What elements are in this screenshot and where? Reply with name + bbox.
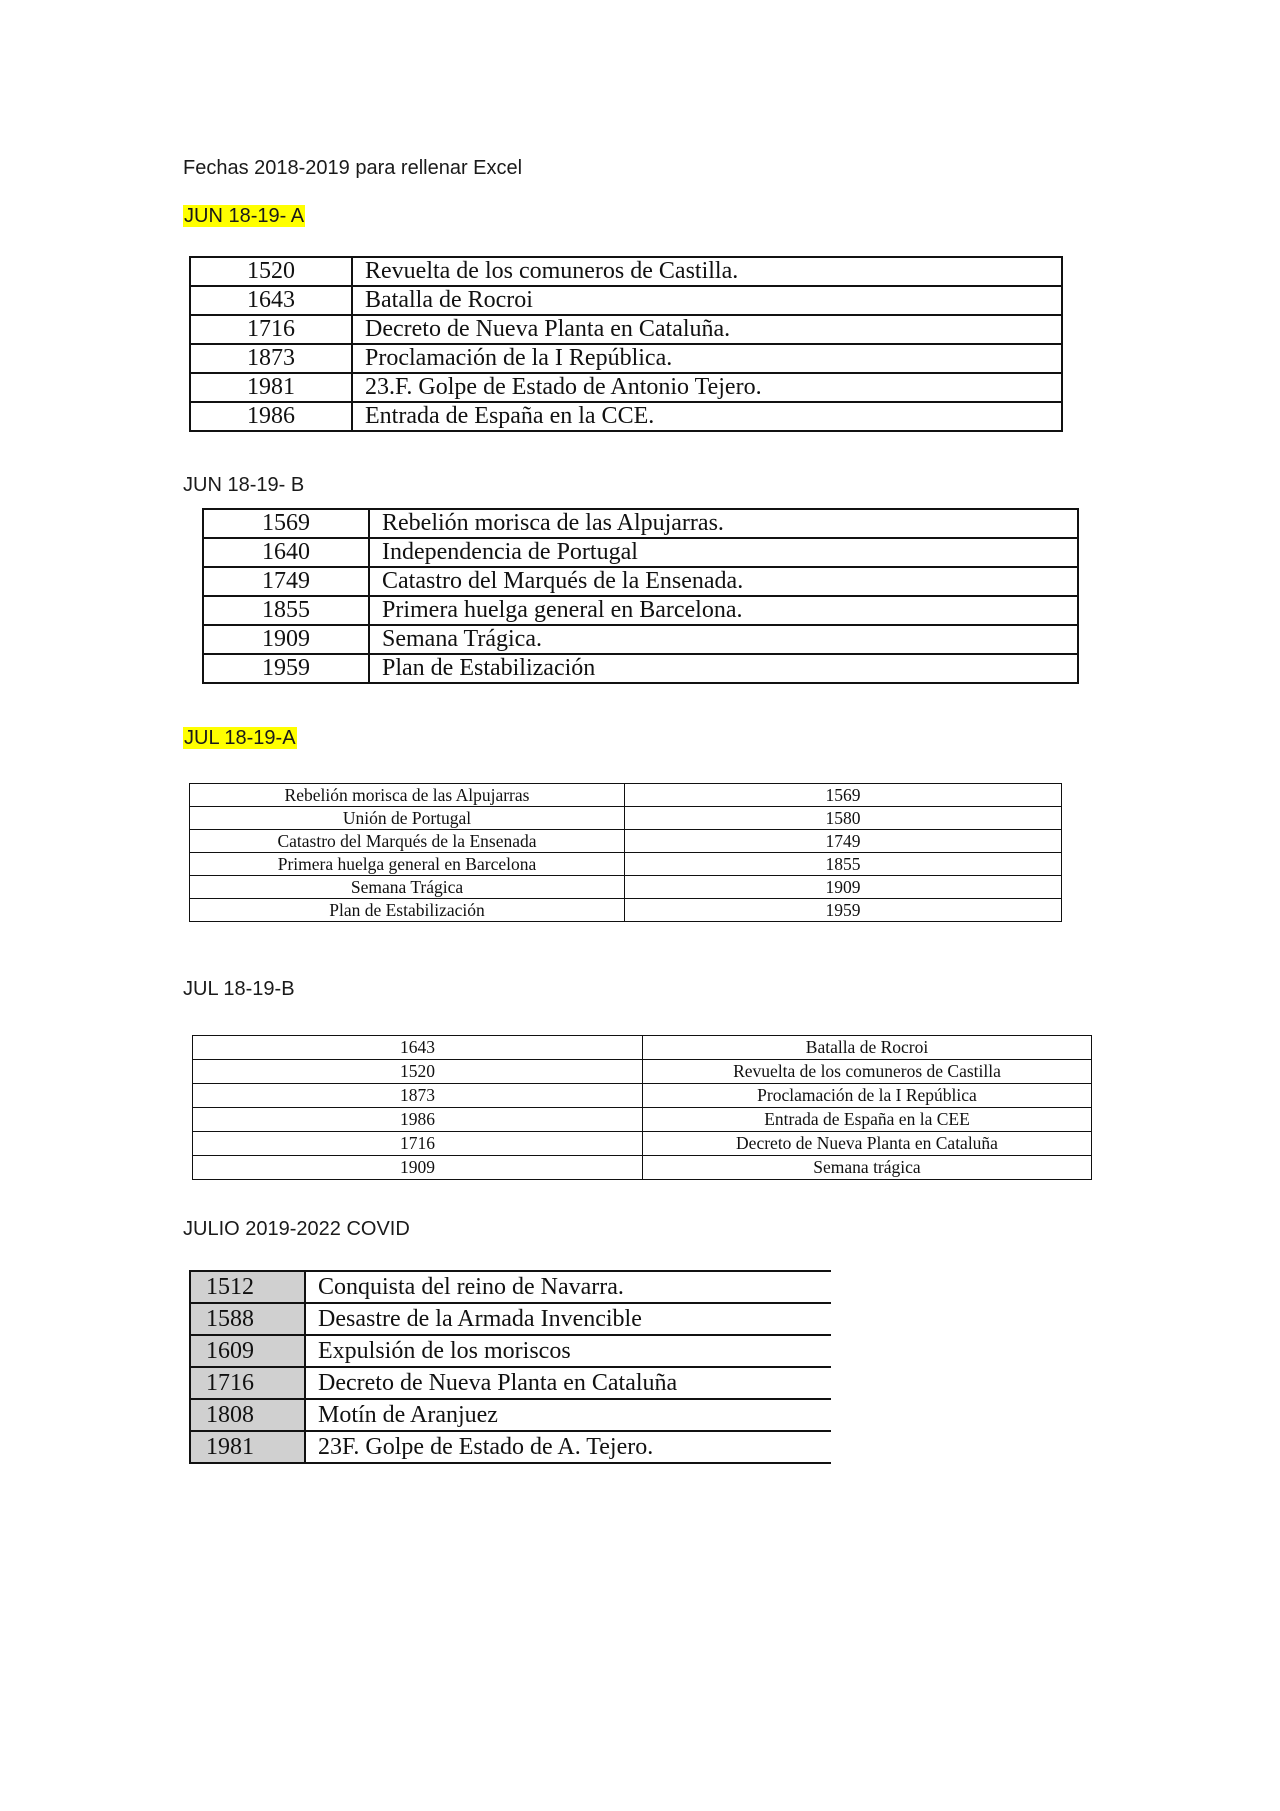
year-cell: 1716 [190, 1367, 305, 1399]
event-cell: Catastro del Marqués de la Ensenada. [369, 567, 1078, 596]
event-cell: Decreto de Nueva Planta en Cataluña [643, 1132, 1092, 1156]
section-heading-jul-b: JUL 18-19-B [183, 978, 295, 1000]
table-row [190, 830, 1062, 853]
year-cell: 1873 [190, 344, 352, 373]
table-row [190, 1271, 831, 1303]
event-cell: Semana trágica [643, 1156, 1092, 1180]
year-cell: 1909 [203, 625, 369, 654]
table-row [203, 654, 1078, 683]
year-cell: 1569 [203, 509, 369, 538]
event-cell: Revuelta de los comuneros de Castilla. [352, 257, 1062, 286]
table-row [190, 402, 1062, 431]
event-cell: Unión de Portugal [190, 807, 625, 830]
year-cell: 1716 [190, 315, 352, 344]
year-cell: 1909 [625, 876, 1062, 899]
event-cell: Decreto de Nueva Planta en Cataluña. [352, 315, 1062, 344]
event-cell: Revuelta de los comuneros de Castilla [643, 1060, 1092, 1084]
event-cell: Conquista del reino de Navarra. [305, 1271, 831, 1303]
table-row [190, 1367, 831, 1399]
table-row [193, 1084, 1092, 1108]
table-jun-b [202, 508, 1079, 684]
table-jun-a [189, 256, 1063, 432]
table-row [190, 1431, 831, 1463]
event-cell: Batalla de Rocroi [643, 1036, 1092, 1060]
table-row [193, 1108, 1092, 1132]
table-row [190, 1399, 831, 1431]
event-cell: Rebelión morisca de las Alpujarras [190, 784, 625, 807]
event-cell: Decreto de Nueva Planta en Cataluña [305, 1367, 831, 1399]
event-cell: Expulsión de los moriscos [305, 1335, 831, 1367]
event-cell: Desastre de la Armada Invencible [305, 1303, 831, 1335]
year-cell: 1580 [625, 807, 1062, 830]
table-row [190, 257, 1062, 286]
table-row [203, 567, 1078, 596]
year-cell: 1855 [203, 596, 369, 625]
year-cell: 1520 [193, 1060, 643, 1084]
event-cell: Plan de Estabilización [190, 899, 625, 922]
table-row [193, 1132, 1092, 1156]
year-cell: 1520 [190, 257, 352, 286]
event-cell: Entrada de España en la CEE [643, 1108, 1092, 1132]
event-cell: Primera huelga general en Barcelona [190, 853, 625, 876]
table-jul-a [189, 783, 1062, 922]
table-row [190, 373, 1062, 402]
event-cell: Motín de Aranjuez [305, 1399, 831, 1431]
year-cell: 1808 [190, 1399, 305, 1431]
year-cell: 1986 [190, 402, 352, 431]
event-cell: Rebelión morisca de las Alpujarras. [369, 509, 1078, 538]
year-cell: 1643 [190, 286, 352, 315]
table-row [203, 625, 1078, 654]
event-cell: Independencia de Portugal [369, 538, 1078, 567]
year-cell: 1588 [190, 1303, 305, 1335]
table-row [190, 853, 1062, 876]
table-row [190, 1335, 831, 1367]
event-cell: Proclamación de la I República [643, 1084, 1092, 1108]
year-cell: 1640 [203, 538, 369, 567]
year-cell: 1873 [193, 1084, 643, 1108]
table-row [190, 807, 1062, 830]
section-label-jul-a: JUL 18-19-A [184, 727, 296, 749]
table-row [203, 596, 1078, 625]
table-row [193, 1156, 1092, 1180]
year-cell: 1855 [625, 853, 1062, 876]
year-cell: 1643 [193, 1036, 643, 1060]
event-cell: 23F. Golpe de Estado de A. Tejero. [305, 1431, 831, 1463]
year-cell: 1569 [625, 784, 1062, 807]
section-heading-covid: JULIO 2019-2022 COVID [183, 1218, 410, 1240]
table-row [190, 315, 1062, 344]
table-row [190, 899, 1062, 922]
table-row [193, 1060, 1092, 1084]
table-row [190, 286, 1062, 315]
table-row [190, 344, 1062, 373]
event-cell: 23.F. Golpe de Estado de Antonio Tejero. [352, 373, 1062, 402]
table-row [203, 538, 1078, 567]
document-title: Fechas 2018-2019 para rellenar Excel [183, 157, 523, 179]
event-cell: Batalla de Rocroi [352, 286, 1062, 315]
section-label-jun-a: JUN 18-19- A [184, 205, 305, 227]
year-cell: 1609 [190, 1335, 305, 1367]
event-cell: Entrada de España en la CCE. [352, 402, 1062, 431]
table-row [203, 509, 1078, 538]
year-cell: 1749 [203, 567, 369, 596]
event-cell: Primera huelga general en Barcelona. [369, 596, 1078, 625]
event-cell: Plan de Estabilización [369, 654, 1078, 683]
year-cell: 1959 [625, 899, 1062, 922]
year-cell: 1986 [193, 1108, 643, 1132]
table-row [190, 784, 1062, 807]
section-heading-jun-b: JUN 18-19- B [183, 474, 305, 496]
year-cell: 1716 [193, 1132, 643, 1156]
year-cell: 1959 [203, 654, 369, 683]
year-cell: 1981 [190, 1431, 305, 1463]
year-cell: 1909 [193, 1156, 643, 1180]
table-row [190, 876, 1062, 899]
event-cell: Semana Trágica. [369, 625, 1078, 654]
year-cell: 1981 [190, 373, 352, 402]
year-cell: 1512 [190, 1271, 305, 1303]
section-heading-jul-a [183, 725, 297, 751]
year-cell: 1749 [625, 830, 1062, 853]
table-covid [189, 1270, 831, 1464]
event-cell: Catastro del Marqués de la Ensenada [190, 830, 625, 853]
table-row [193, 1036, 1092, 1060]
section-heading-jun-a [183, 203, 305, 229]
event-cell: Proclamación de la I República. [352, 344, 1062, 373]
table-row [190, 1303, 831, 1335]
table-jul-b [192, 1035, 1092, 1180]
event-cell: Semana Trágica [190, 876, 625, 899]
